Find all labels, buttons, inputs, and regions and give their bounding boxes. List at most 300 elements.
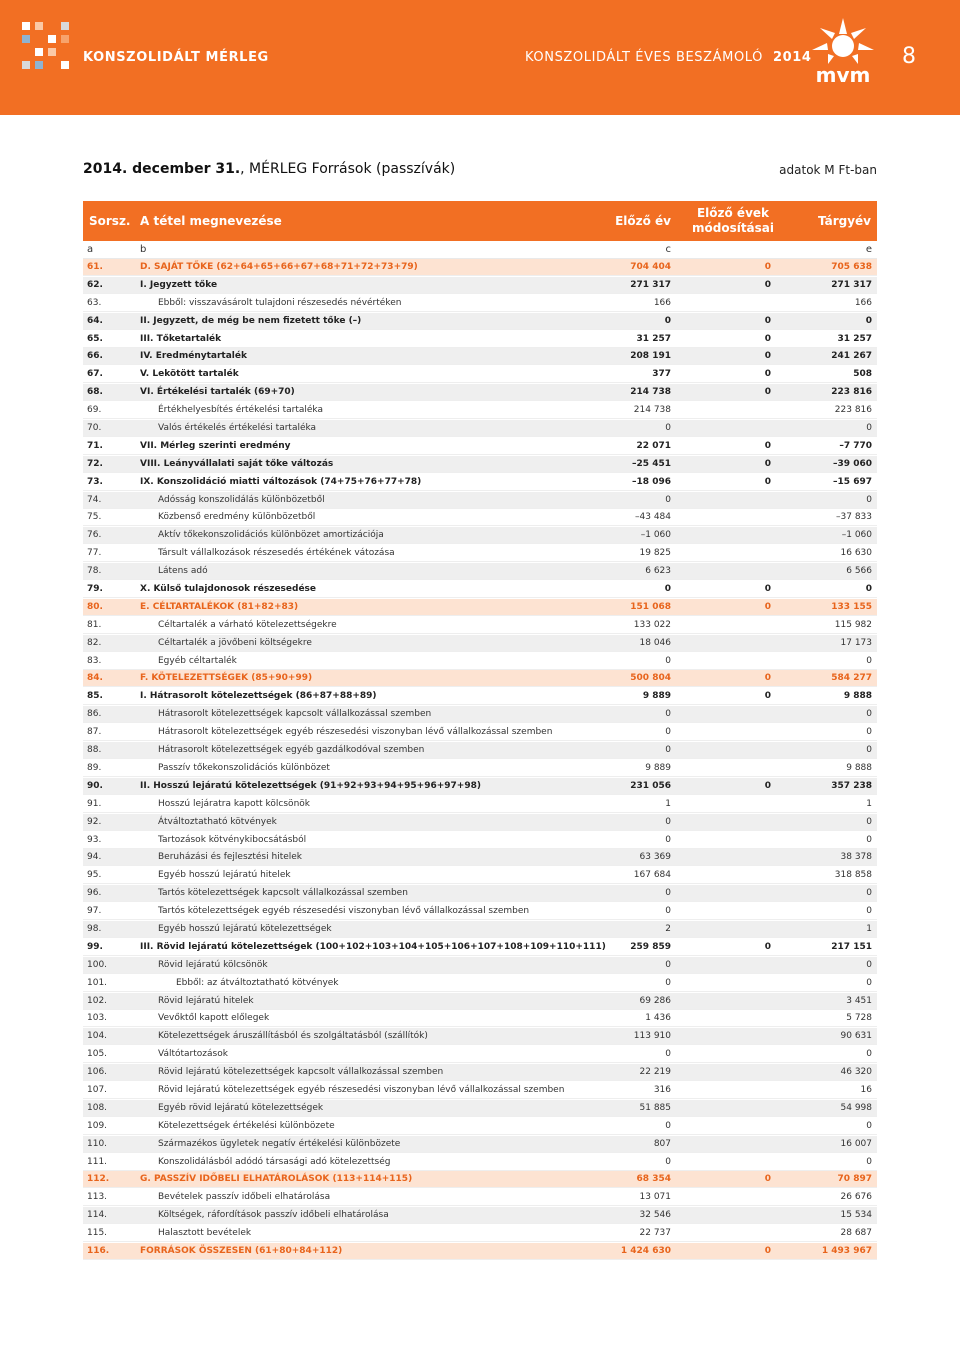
row-mod-value xyxy=(677,796,771,812)
row-number: 90. xyxy=(87,780,103,791)
row-label: II. Hosszú lejáratú kötelezettségek (91+92+93+94+95+96+97+98) xyxy=(140,780,481,791)
row-cur-value: 217 151 xyxy=(831,941,872,952)
row-label: Rövid lejáratú kölcsönök xyxy=(158,959,268,970)
table-row xyxy=(83,295,877,312)
row-prev-value: 214 738 xyxy=(630,387,671,398)
table-row xyxy=(83,259,877,276)
column-letter-row xyxy=(83,241,877,259)
row-prev-value: 9 889 xyxy=(645,762,671,773)
page-number: 8 xyxy=(902,44,916,69)
row-label: Egyéb rövid lejáratú kötelezettségek xyxy=(158,1102,324,1113)
table-row xyxy=(83,885,877,902)
row-label: Egyéb céltartalék xyxy=(158,655,237,666)
row-number: 67. xyxy=(87,369,103,380)
table-row xyxy=(83,599,877,616)
row-mod-value: 0 xyxy=(764,584,771,595)
row-cur-value: 0 xyxy=(866,709,872,720)
row-number: 112. xyxy=(87,1174,110,1185)
row-label: E. CÉLTARTALÉKOK (81+82+83) xyxy=(140,601,299,612)
row-label: Céltartalék a várható kötelezettségekre xyxy=(158,619,337,630)
row-prev-value: 377 xyxy=(652,369,671,380)
row-label: IV. Eredménytartalék xyxy=(140,351,247,362)
row-label: Tartozások kötvénykibocsátásból xyxy=(158,834,307,845)
table-row xyxy=(83,545,877,562)
row-cur-value: 0 xyxy=(866,977,872,988)
row-mod-value: 0 xyxy=(764,673,771,684)
table-row xyxy=(83,348,877,365)
row-number: 76. xyxy=(87,530,102,541)
row-mod-value: 0 xyxy=(764,262,771,272)
row-prev-value: 500 804 xyxy=(630,673,671,684)
row-label: Bevételek passzív időbeli elhatárolása xyxy=(158,1192,331,1203)
table-row xyxy=(83,1100,877,1117)
row-mod-value xyxy=(677,849,771,865)
table-row xyxy=(83,1010,877,1027)
row-label: Halasztott bevételek xyxy=(158,1228,252,1239)
row-mod-value xyxy=(677,420,771,436)
table-row xyxy=(83,939,877,956)
row-prev-value: –25 451 xyxy=(632,458,671,469)
row-number: 96. xyxy=(87,888,102,899)
row-prev-value: 231 056 xyxy=(630,780,671,791)
row-number: 94. xyxy=(87,852,102,863)
row-mod-value xyxy=(677,1046,771,1062)
row-prev-value: 0 xyxy=(665,1049,671,1060)
row-cur-value: 0 xyxy=(866,834,872,845)
row-number: 107. xyxy=(87,1084,108,1095)
table-row xyxy=(83,420,877,437)
balance-table xyxy=(83,201,877,1261)
row-number: 91. xyxy=(87,798,102,809)
table-row xyxy=(83,778,877,795)
row-cur-value: 5 728 xyxy=(846,1013,872,1024)
row-mod-value xyxy=(677,885,771,901)
table-row xyxy=(83,1189,877,1206)
row-cur-value: 0 xyxy=(866,1156,872,1167)
row-label: D. SAJÁT TŐKE (62+64+65+66+67+68+71+72+73+79) xyxy=(140,262,418,272)
row-number: 83. xyxy=(87,655,102,666)
row-label: Aktív tőkekonszolidációs különbözet amortizációja xyxy=(158,530,384,541)
row-mod-value xyxy=(677,1010,771,1026)
row-number: 99. xyxy=(87,941,103,952)
row-prev-value: –43 484 xyxy=(635,512,671,523)
table-row xyxy=(83,867,877,884)
table-row xyxy=(83,527,877,544)
row-label: VIII. Leányvállalati saját tőke változás xyxy=(140,458,334,469)
row-mod-value: 0 xyxy=(764,369,771,380)
row-cur-value: 9 888 xyxy=(843,691,872,702)
row-cur-value: 0 xyxy=(866,727,872,738)
row-number: 71. xyxy=(87,440,103,451)
table-row xyxy=(83,921,877,938)
row-cur-value: 508 xyxy=(853,369,872,380)
row-prev-value: 22 071 xyxy=(636,440,671,451)
row-number: 68. xyxy=(87,387,103,398)
table-header xyxy=(83,201,877,241)
row-cur-value: –15 697 xyxy=(833,476,872,487)
row-prev-value: 0 xyxy=(665,655,671,666)
row-number: 66. xyxy=(87,351,103,362)
row-mod-value: 0 xyxy=(764,601,771,612)
row-number: 109. xyxy=(87,1120,108,1131)
row-mod-value xyxy=(677,706,771,722)
row-label: III. Tőketartalék xyxy=(140,333,222,344)
row-number: 75. xyxy=(87,512,102,523)
col-letter-e: e xyxy=(865,244,872,255)
row-number: 85. xyxy=(87,691,103,702)
row-label: Rövid lejáratú kötelezettségek kapcsolt vállalkozással szemben xyxy=(158,1067,444,1078)
row-cur-value: 90 631 xyxy=(840,1031,872,1042)
row-prev-value: 6 623 xyxy=(645,566,671,577)
table-row xyxy=(83,1118,877,1135)
row-label: Értékhelyesbítés értékelési tartaléka xyxy=(158,405,324,416)
table-row xyxy=(83,402,877,419)
row-prev-value: 316 xyxy=(653,1084,671,1095)
row-prev-value: 32 546 xyxy=(639,1210,671,1221)
row-cur-value: 0 xyxy=(866,888,872,899)
row-cur-value: 705 638 xyxy=(831,262,872,272)
row-mod-value xyxy=(677,724,771,740)
header-name: A tétel megnevezése xyxy=(140,214,282,228)
row-prev-value: 0 xyxy=(665,906,671,917)
row-prev-value: 1 424 630 xyxy=(620,1245,671,1256)
table-row xyxy=(83,277,877,294)
row-mod-value xyxy=(677,867,771,883)
row-label: I. Jegyzett tőke xyxy=(140,279,218,290)
table-row xyxy=(83,384,877,401)
row-prev-value: 151 068 xyxy=(630,601,671,612)
row-number: 106. xyxy=(87,1067,108,1078)
row-mod-value: 0 xyxy=(764,351,771,362)
row-prev-value: 0 xyxy=(665,816,671,827)
row-mod-value xyxy=(677,295,771,311)
row-cur-value: 17 173 xyxy=(840,637,872,648)
row-number: 108. xyxy=(87,1102,108,1113)
row-cur-value: 6 566 xyxy=(846,566,872,577)
row-cur-value: 0 xyxy=(866,906,872,917)
row-prev-value: 1 xyxy=(665,798,671,809)
row-mod-value xyxy=(677,617,771,633)
row-cur-value: –1 060 xyxy=(841,530,872,541)
header-cur: Tárgyév xyxy=(817,214,871,228)
row-mod-value: 0 xyxy=(764,333,771,344)
table-row xyxy=(83,814,877,831)
row-mod-value xyxy=(677,957,771,973)
balance-date: 2014. december 31. xyxy=(83,161,241,177)
table-row xyxy=(83,563,877,580)
row-label: Látens adó xyxy=(158,566,208,577)
row-cur-value: 3 451 xyxy=(846,995,872,1006)
table-row xyxy=(83,688,877,705)
table-body xyxy=(83,259,877,1260)
row-cur-value: 16 007 xyxy=(840,1138,872,1149)
row-cur-value: 271 317 xyxy=(831,279,872,290)
row-cur-value: 0 xyxy=(866,816,872,827)
table-row xyxy=(83,1225,877,1242)
row-cur-value: 0 xyxy=(866,959,872,970)
row-prev-value: 13 071 xyxy=(639,1192,671,1203)
row-label: Konszolidálásból adódó társasági adó kötelezettség xyxy=(158,1156,391,1167)
row-label: Rövid lejáratú kötelezettségek egyéb részesedési viszonyban lévő vállalkozással szemben xyxy=(158,1084,565,1095)
table-row xyxy=(83,635,877,652)
row-cur-value: 0 xyxy=(866,1049,872,1060)
row-cur-value: –39 060 xyxy=(833,458,872,469)
table-row xyxy=(83,653,877,670)
row-label: Váltótartozások xyxy=(158,1049,228,1060)
row-number: 84. xyxy=(87,673,103,684)
row-cur-value: 46 320 xyxy=(840,1067,872,1078)
row-mod-value xyxy=(677,1082,771,1098)
row-prev-value: 0 xyxy=(664,584,671,595)
report-year: 2014 xyxy=(773,50,812,65)
table-row xyxy=(83,1243,877,1260)
row-number: 81. xyxy=(87,619,102,630)
row-prev-value: 704 404 xyxy=(630,262,671,272)
row-prev-value: 113 910 xyxy=(633,1031,671,1042)
row-label: Tartós kötelezettségek kapcsolt vállalkozással szemben xyxy=(158,888,408,899)
row-mod-value xyxy=(677,921,771,937)
row-cur-value: 15 534 xyxy=(840,1210,872,1221)
row-label: Egyéb hosszú lejáratú kötelezettségek xyxy=(158,923,332,934)
page-header xyxy=(0,0,960,115)
row-number: 103. xyxy=(87,1013,108,1024)
row-number: 86. xyxy=(87,709,102,720)
row-label: Vevőktől kapott előlegek xyxy=(158,1013,270,1024)
row-prev-value: 133 022 xyxy=(633,619,671,630)
table-row xyxy=(83,975,877,992)
row-cur-value: 1 493 967 xyxy=(821,1245,872,1256)
table-row xyxy=(83,313,877,330)
row-prev-value: 69 286 xyxy=(639,995,671,1006)
row-mod-value: 0 xyxy=(764,941,771,952)
row-number: 64. xyxy=(87,315,103,326)
row-mod-value: 0 xyxy=(764,476,771,487)
row-label: Adósság konszolidálás különbözetből xyxy=(158,494,325,505)
row-mod-value xyxy=(677,1154,771,1170)
row-mod-value xyxy=(677,527,771,543)
row-cur-value: 16 630 xyxy=(840,548,872,559)
row-number: 88. xyxy=(87,745,102,756)
row-label: IX. Konszolidáció miatti változások (74+75+76+77+78) xyxy=(140,476,422,487)
row-prev-value: 1 436 xyxy=(645,1013,671,1024)
row-number: 77. xyxy=(87,548,102,559)
row-number: 116. xyxy=(87,1245,110,1256)
row-mod-value xyxy=(677,993,771,1009)
row-mod-value xyxy=(677,975,771,991)
row-cur-value: 223 816 xyxy=(834,405,872,416)
row-prev-value: 167 684 xyxy=(633,870,671,881)
row-prev-value: 259 859 xyxy=(630,941,671,952)
row-label: III. Rövid lejáratú kötelezettségek (100+102+103+104+105+106+107+108+109+110+111) xyxy=(140,941,606,952)
row-label: VI. Értékelési tartalék (69+70) xyxy=(140,387,295,398)
row-label: Hátrasorolt kötelezettségek egyéb gazdálkodóval szemben xyxy=(158,745,425,756)
row-cur-value: 54 998 xyxy=(840,1102,872,1113)
row-label: Rövid lejáratú hitelek xyxy=(158,995,254,1006)
row-mod-value: 0 xyxy=(764,387,771,398)
row-prev-value: –18 096 xyxy=(632,476,671,487)
row-label: I. Hátrasorolt kötelezettségek (86+87+88+89) xyxy=(140,691,377,702)
row-number: 74. xyxy=(87,494,102,505)
row-cur-value: 1 xyxy=(866,923,872,934)
row-number: 115. xyxy=(87,1228,108,1239)
row-cur-value: 166 xyxy=(854,297,872,308)
row-label: Származékos ügyletek negatív értékelési különbözete xyxy=(158,1138,401,1149)
table-row xyxy=(83,1028,877,1045)
row-mod-value: 0 xyxy=(764,279,771,290)
unit-label: adatok M Ft-ban xyxy=(779,163,877,177)
page-title xyxy=(83,161,455,177)
row-prev-value: 22 737 xyxy=(639,1228,671,1239)
row-label: Átváltoztatható kötvények xyxy=(158,816,277,827)
row-cur-value: 70 897 xyxy=(837,1174,872,1185)
row-number: 63. xyxy=(87,297,102,308)
table-row xyxy=(83,742,877,759)
row-number: 79. xyxy=(87,584,103,595)
row-label: Kötelezettségek áruszállításból és szolgáltatásból (szállítók) xyxy=(158,1031,428,1042)
row-label: Ebből: visszavásárolt tulajdoni részesedés névértéken xyxy=(158,297,402,308)
row-mod-value xyxy=(677,903,771,919)
table-row xyxy=(83,438,877,455)
row-cur-value: 26 676 xyxy=(840,1192,872,1203)
row-mod-value: 0 xyxy=(764,780,771,791)
row-prev-value: 9 889 xyxy=(642,691,671,702)
row-cur-value: 133 155 xyxy=(831,601,872,612)
row-label: FORRÁSOK ÖSSZESEN (61+80+84+112) xyxy=(140,1245,343,1256)
table-row xyxy=(83,1171,877,1188)
row-number: 82. xyxy=(87,637,102,648)
row-prev-value: 0 xyxy=(665,1120,671,1131)
row-mod-value xyxy=(677,563,771,579)
table-row xyxy=(83,706,877,723)
row-cur-value: 0 xyxy=(866,1120,872,1131)
row-mod-value xyxy=(677,760,771,776)
table-row xyxy=(83,1136,877,1153)
row-label: V. Lekötött tartalék xyxy=(140,369,239,380)
row-prev-value: 166 xyxy=(653,297,671,308)
row-mod-value xyxy=(677,1064,771,1080)
row-number: 111. xyxy=(87,1156,108,1167)
mvm-logo-icon xyxy=(806,16,880,94)
header-mod: Előző évek módosításai xyxy=(691,206,775,235)
col-letter-a: a xyxy=(87,244,94,255)
row-number: 113. xyxy=(87,1192,108,1203)
row-prev-value: 0 xyxy=(665,494,671,505)
row-mod-value xyxy=(677,814,771,830)
table-row xyxy=(83,796,877,813)
row-label: Társult vállalkozások részesedés értékének vátozása xyxy=(158,548,395,559)
row-label: F. KÖTELEZETTSÉGEK (85+90+99) xyxy=(140,673,313,684)
row-prev-value: 0 xyxy=(665,834,671,845)
row-mod-value xyxy=(677,1028,771,1044)
row-number: 114. xyxy=(87,1210,108,1221)
row-cur-value: 0 xyxy=(866,494,872,505)
row-mod-value: 0 xyxy=(764,315,771,326)
row-mod-value: 0 xyxy=(764,1245,771,1256)
row-prev-value: 271 317 xyxy=(630,279,671,290)
table-row xyxy=(83,509,877,526)
row-label: Céltartalék a jövőbeni költségekre xyxy=(158,637,312,648)
row-mod-value: 0 xyxy=(764,1174,771,1185)
header-sorsz: Sorsz. xyxy=(89,214,131,228)
row-label: Tartós kötelezettségek egyéb részesedési viszonyban lévő vállalkozással szemben xyxy=(158,906,530,917)
row-cur-value: 1 xyxy=(866,798,872,809)
row-mod-value xyxy=(677,1100,771,1116)
row-cur-value: 16 xyxy=(860,1084,872,1095)
row-cur-value: 0 xyxy=(865,584,872,595)
table-row xyxy=(83,724,877,741)
table-row xyxy=(83,1064,877,1081)
row-number: 70. xyxy=(87,423,102,434)
row-number: 87. xyxy=(87,727,102,738)
row-number: 69. xyxy=(87,405,102,416)
row-mod-value xyxy=(677,402,771,418)
row-prev-value: 0 xyxy=(665,1156,671,1167)
row-number: 92. xyxy=(87,816,102,827)
row-label: X. Külső tulajdonosok részesedése xyxy=(140,584,317,595)
table-row xyxy=(83,474,877,491)
row-mod-value xyxy=(677,1136,771,1152)
table-row xyxy=(83,760,877,777)
row-prev-value: 214 738 xyxy=(633,405,671,416)
title-rest: , MÉRLEG Források (passzívák) xyxy=(240,161,456,177)
row-label: Passzív tőkekonszolidációs különbözet xyxy=(158,762,330,773)
row-label: VII. Mérleg szerinti eredmény xyxy=(140,440,291,451)
row-prev-value: 31 257 xyxy=(636,333,671,344)
row-cur-value: 223 816 xyxy=(831,387,872,398)
row-label: Ebből: az átváltoztatható kötvények xyxy=(176,977,339,988)
row-prev-value: 0 xyxy=(665,959,671,970)
row-prev-value: 0 xyxy=(665,727,671,738)
row-label: Hátrasorolt kötelezettségek kapcsolt vállalkozással szemben xyxy=(158,709,432,720)
row-label: Közbenső eredmény különbözetből xyxy=(158,512,316,523)
col-letter-c: c xyxy=(665,244,671,255)
row-cur-value: 0 xyxy=(866,655,872,666)
table-row xyxy=(83,957,877,974)
row-number: 65. xyxy=(87,333,103,344)
row-cur-value: 115 982 xyxy=(834,619,872,630)
table-row xyxy=(83,903,877,920)
row-number: 78. xyxy=(87,566,102,577)
row-cur-value: 31 257 xyxy=(837,333,872,344)
row-mod-value: 0 xyxy=(764,458,771,469)
table-row xyxy=(83,331,877,348)
row-cur-value: 0 xyxy=(865,315,872,326)
row-prev-value: 63 369 xyxy=(639,852,671,863)
row-cur-value: 38 378 xyxy=(840,852,872,863)
row-number: 102. xyxy=(87,995,108,1006)
table-row xyxy=(83,1082,877,1099)
row-mod-value xyxy=(677,509,771,525)
table-row xyxy=(83,849,877,866)
row-mod-value xyxy=(677,492,771,508)
row-mod-value xyxy=(677,1225,771,1241)
row-label: Hosszú lejáratra kapott kölcsönök xyxy=(158,798,310,809)
row-number: 105. xyxy=(87,1049,108,1060)
row-mod-value xyxy=(677,545,771,561)
row-prev-value: 18 046 xyxy=(639,637,671,648)
table-row xyxy=(83,1207,877,1224)
row-label: Hátrasorolt kötelezettségek egyéb részesedési viszonyban lévő vállalkozással szemben xyxy=(158,727,553,738)
table-row xyxy=(83,366,877,383)
table-row xyxy=(83,993,877,1010)
row-number: 61. xyxy=(87,262,103,272)
row-cur-value: 28 687 xyxy=(840,1228,872,1239)
row-number: 73. xyxy=(87,476,103,487)
row-prev-value: 0 xyxy=(664,315,671,326)
table-row xyxy=(83,1154,877,1171)
row-cur-value: 0 xyxy=(866,423,872,434)
row-cur-value: –7 770 xyxy=(839,440,872,451)
